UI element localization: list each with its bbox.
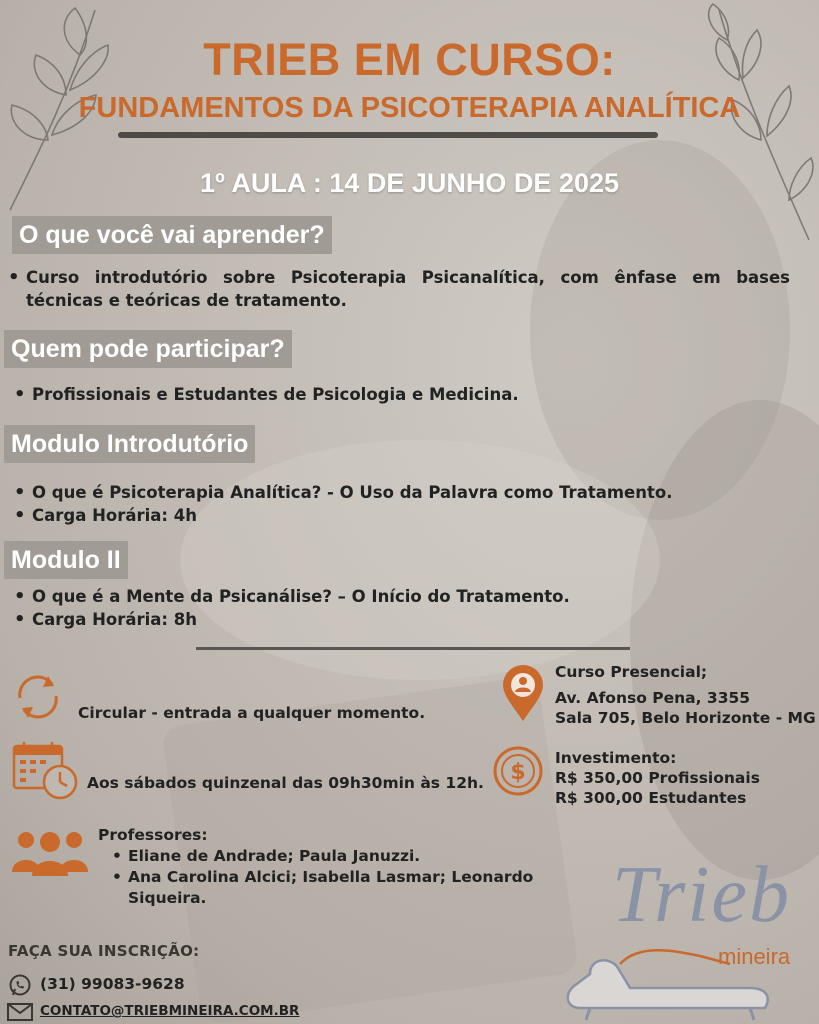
circular-entry-text: Circular - entrada a qualquer momento. [78,704,426,722]
list-item: • O que é Psicoterapia Analítica? - O Uso da Palavra como Tratamento. [10,481,790,504]
page-title: TRIEB EM CURSO: [203,34,616,85]
teachers-label: Professores: [98,826,208,844]
module-intro-list [10,481,790,527]
investment-label: Investimento: [555,749,677,767]
list-item: • Ana Carolina Alcici; Isabella Lasmar; Leonardo Siqueira. [106,867,606,909]
list-item: • Eliane de Andrade; Paula Januzzi. [106,846,606,867]
investment-block [555,748,760,808]
email-link[interactable]: CONTATO@TRIEBMINEIRA.COM.BR [40,1003,300,1019]
list-item: • Curso introdutório sobre Psicoterapia Psicanalítica, com ênfase em bases técnicas e teóricas de tratamento. [4,266,790,312]
page-subtitle: FUNDAMENTOS DA PSICOTERAPIA ANALÍTICA [78,92,741,124]
location-label: Curso Presencial; [555,663,708,681]
location-block [555,662,816,728]
learn-list [4,266,790,312]
section-heading-module-2: Modulo II [4,541,128,579]
info-divider [196,647,630,650]
location-pin-icon [500,665,546,723]
teachers-list [106,846,606,909]
people-group-icon [12,828,88,878]
title-divider [118,132,658,138]
list-item: • Carga Horária: 4h [10,504,790,527]
price-professionals: R$ 350,00 Profissionais [555,769,760,787]
section-heading-learn: O que você vai aprender? [12,216,332,254]
section-heading-module-intro: Modulo Introdutório [4,425,255,463]
envelope-icon [7,1003,33,1021]
who-list [10,383,790,406]
list-item: • O que é a Mente da Psicanálise? – O Início do Tratamento. [10,585,790,608]
location-line2: Sala 705, Belo Horizonte - MG [555,709,816,727]
logo-mineira: mineira [718,944,791,969]
whatsapp-icon [8,973,32,997]
dollar-coin-icon [492,745,544,797]
location-line1: Av. Afonso Pena, 3355 [555,689,751,707]
list-item: • Carga Horária: 8h [10,608,790,631]
section-heading-who: Quem pode participar? [4,330,292,368]
price-students: R$ 300,00 Estudantes [555,789,747,807]
schedule-text: Aos sábados quinzenal das 09h30min às 12h. [87,774,484,792]
svg-text:$: $ [510,760,526,785]
refresh-cycle-icon [10,670,66,722]
calendar-clock-icon [12,740,82,802]
phone-number[interactable]: (31) 99083-9628 [40,975,185,993]
first-class-date: 1º AULA : 14 DE JUNHO DE 2025 [200,168,619,198]
list-item: • Profissionais e Estudantes de Psicologia e Medicina. [10,383,790,406]
logo-trieb: Trieb [612,851,791,939]
signup-heading: FAÇA SUA INSCRIÇÃO: [8,942,200,960]
module-2-list [10,585,790,631]
